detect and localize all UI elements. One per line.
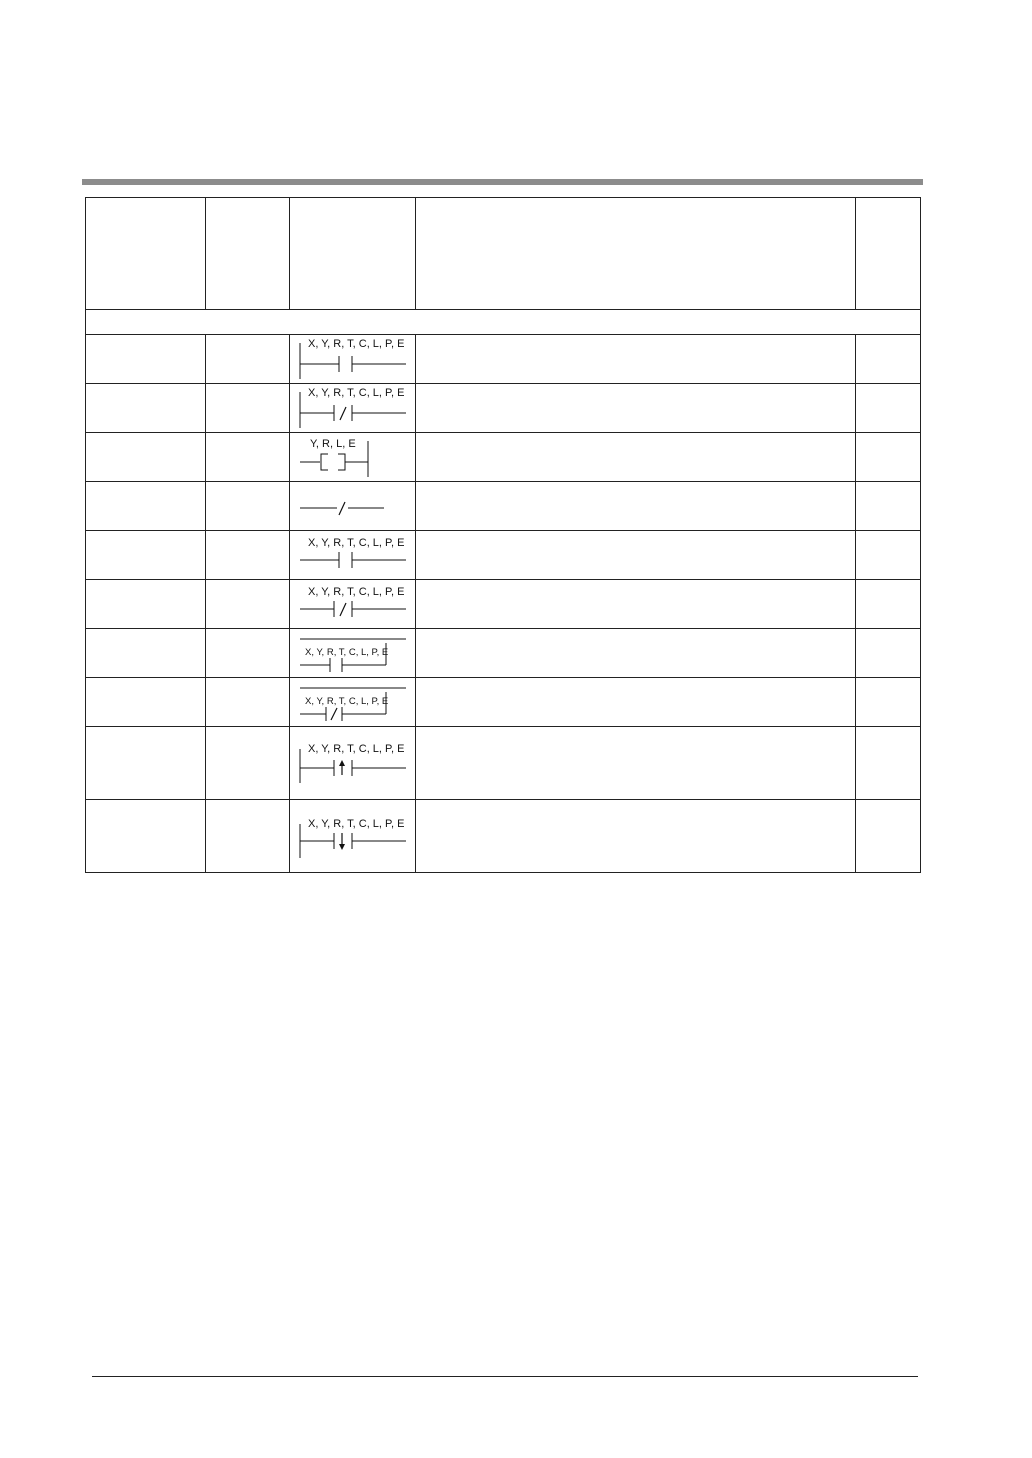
section-row [86,310,921,335]
steps-cell [856,629,921,678]
mnemonic-cell [206,580,290,629]
mnemonic-cell [206,800,290,873]
description-cell [416,727,856,800]
symbol-cell [290,800,416,873]
steps-cell [856,531,921,580]
mnemonic-cell [206,482,290,531]
mnemonic-cell [206,629,290,678]
symbol-cell [290,384,416,433]
description-cell [416,433,856,482]
mnemonic-cell [206,531,290,580]
symbol-cell [290,335,416,384]
symbol-cell [290,482,416,531]
header-rule [82,179,923,185]
parallel-nc-contact-symbol [290,678,415,726]
mnemonic-cell [206,678,290,727]
description-cell [416,800,856,873]
table-row [86,335,921,384]
not-symbol [290,482,415,530]
name-cell [86,384,206,433]
operand-label: X, Y, R, T, C, L, P, E [308,743,405,755]
table-row [86,580,921,629]
footer-rule [92,1376,918,1377]
description-cell [416,629,856,678]
table-row [86,800,921,873]
parallel-no-contact-symbol [290,629,415,677]
table-row [86,678,921,727]
description-cell [416,678,856,727]
name-cell [86,580,206,629]
series-no-contact-symbol [290,531,415,579]
header-cell-steps [856,198,921,310]
name-cell [86,482,206,531]
operand-label: X, Y, R, T, C, L, P, E [308,586,405,598]
name-cell [86,531,206,580]
name-cell [86,800,206,873]
steps-cell [856,433,921,482]
operand-label: Y, R, L, E [310,438,356,450]
symbol-cell [290,580,416,629]
no-contact-symbol [290,335,415,383]
symbol-cell [290,629,416,678]
description-cell [416,384,856,433]
operand-label: X, Y, R, T, C, L, P, E [308,338,405,350]
mnemonic-cell [206,335,290,384]
nc-contact-symbol [290,384,415,432]
header-cell-name [86,198,206,310]
table-row [86,727,921,800]
header-cell-mnemonic [206,198,290,310]
table-row [86,433,921,482]
operand-label: X, Y, R, T, C, L, P, E [308,387,405,399]
steps-cell [856,727,921,800]
falling-edge-contact-symbol [290,800,415,872]
operand-label: X, Y, R, T, C, L, P, E [308,818,405,830]
operand-label: X, Y, R, T, C, L, P, E [305,647,389,658]
description-cell [416,580,856,629]
name-cell [86,433,206,482]
symbol-cell [290,531,416,580]
description-cell [416,531,856,580]
mnemonic-cell [206,433,290,482]
steps-cell [856,800,921,873]
name-cell [86,727,206,800]
table-row [86,482,921,531]
instruction-table [85,197,921,873]
section-title-cell [86,310,921,335]
steps-cell [856,335,921,384]
rising-edge-contact-symbol [290,727,415,799]
symbol-cell [290,727,416,800]
header-cell-description [416,198,856,310]
series-nc-contact-symbol [290,580,415,628]
operand-label: X, Y, R, T, C, L, P, E [305,696,389,707]
steps-cell [856,580,921,629]
name-cell [86,629,206,678]
steps-cell [856,482,921,531]
name-cell [86,335,206,384]
symbol-cell [290,678,416,727]
mnemonic-cell [206,727,290,800]
table-row [86,629,921,678]
steps-cell [856,678,921,727]
table-row [86,531,921,580]
table-header-row [86,198,921,310]
description-cell [416,335,856,384]
mnemonic-cell [206,384,290,433]
symbol-cell [290,433,416,482]
operand-label: X, Y, R, T, C, L, P, E [308,537,405,549]
steps-cell [856,384,921,433]
name-cell [86,678,206,727]
header-cell-symbol [290,198,416,310]
table-row [86,384,921,433]
description-cell [416,482,856,531]
coil-symbol [290,433,415,481]
